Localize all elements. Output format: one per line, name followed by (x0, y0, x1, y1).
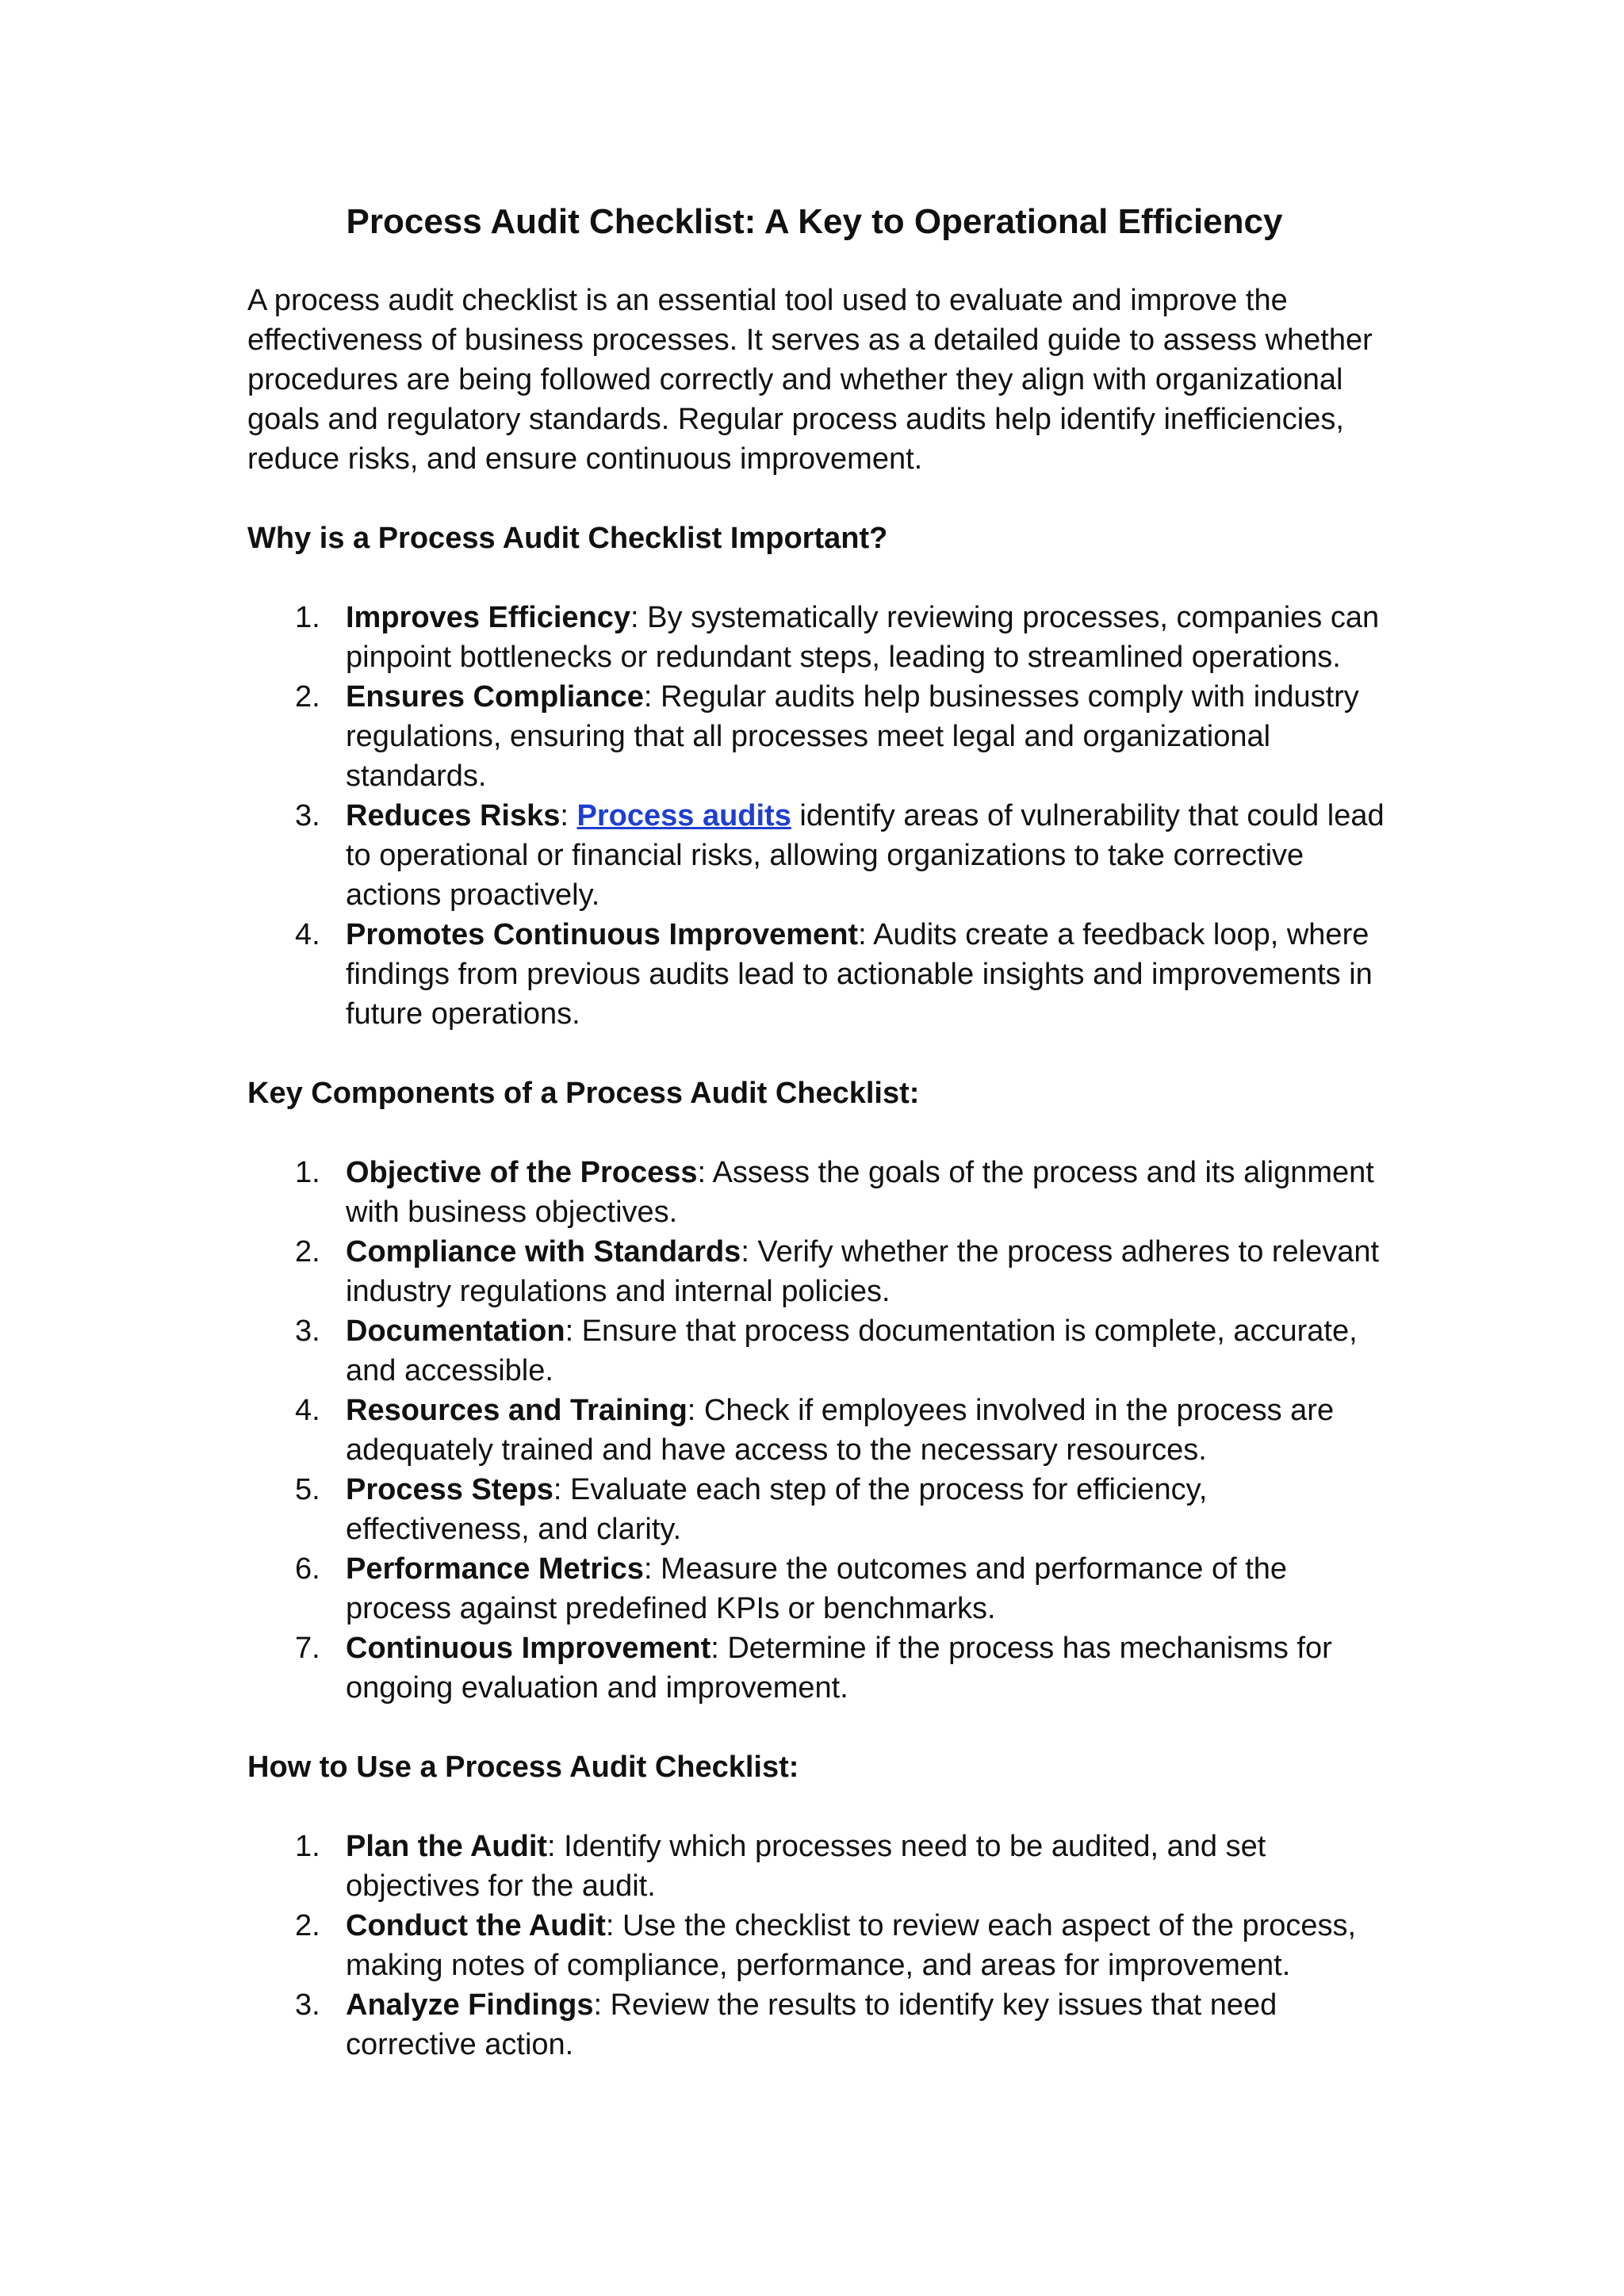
numbered-list (247, 598, 1397, 1034)
item-term: Objective of the Process (346, 1156, 698, 1189)
list-number: 3. (295, 1988, 320, 2022)
list-item (247, 796, 1397, 915)
list-item (247, 1232, 1397, 1311)
list-item (247, 1628, 1397, 1708)
item-term: Compliance with Standards (346, 1235, 741, 1269)
process-audits-link[interactable]: Process audits (576, 799, 791, 832)
list-item (247, 1549, 1397, 1628)
list-item (247, 1985, 1397, 2064)
section-heading: How to Use a Process Audit Checklist: (247, 1751, 799, 1784)
numbered-list (247, 1153, 1397, 1708)
item-text: : Use the checklist to review each aspect of the process, making notes of compliance, performance, and areas for improvement. (346, 1909, 1357, 1982)
list-number: 3. (295, 1314, 320, 1348)
item-text: : Audits create a feedback loop, where findings from previous audits lead to actionable insights and improvements in future operations. (346, 918, 1373, 1031)
item-term: Analyze Findings (346, 1988, 594, 2022)
intro-paragraph: A process audit checklist is an essential tool used to evaluate and improve the effectiveness of business processes. It serves as a detailed guide to assess whether procedures are being followed correctly and whether they align with organizational goals and regulatory standards. Regular process audits help identify inefficiencies, reduce risks, and ensure continuous improvement. (247, 284, 1373, 476)
item-term: Performance Metrics (346, 1552, 644, 1586)
list-number: 4. (295, 918, 320, 951)
list-item (247, 1906, 1397, 1985)
section-heading: Key Components of a Process Audit Checklist: (247, 1077, 920, 1110)
item-text: : Assess the goals of the process and its alignment with business objectives. (346, 1156, 1374, 1229)
list-number: 5. (295, 1473, 320, 1506)
item-text: : Check if employees involved in the process are adequately trained and have access to the necessary resources. (346, 1394, 1335, 1467)
item-text: : By systematically reviewing processes, companies can pinpoint bottlenecks or redundant steps, leading to streamlined operations. (346, 601, 1380, 674)
item-term: Reduces Risks (346, 799, 561, 832)
page-title: Process Audit Checklist: A Key to Operational Efficiency (346, 202, 1283, 241)
list-item (247, 1153, 1397, 1232)
item-separator: : (560, 799, 577, 832)
list-number: 1. (295, 1156, 320, 1189)
item-term: Promotes Continuous Improvement (346, 918, 859, 951)
item-term: Ensures Compliance (346, 680, 644, 714)
list-item (247, 1470, 1397, 1549)
item-term: Continuous Improvement (346, 1632, 711, 1665)
item-text: : Regular audits help businesses comply with industry regulations, ensuring that all processes meet legal and organizational standards. (346, 680, 1359, 793)
section-how-to-use (247, 1747, 1397, 2064)
section-key-components (247, 1073, 1397, 1708)
item-text: : Identify which processes need to be audited, and set objectives for the audit. (346, 1830, 1266, 1903)
item-text: : Determine if the process has mechanisms for ongoing evaluation and improvement. (346, 1632, 1332, 1705)
item-text: : Review the results to identify key issues that need corrective action. (346, 1988, 1277, 2061)
list-number: 6. (295, 1552, 320, 1586)
item-term: Plan the Audit (346, 1830, 548, 1863)
list-item (247, 677, 1397, 796)
item-text: : Ensure that process documentation is complete, accurate, and accessible. (346, 1314, 1358, 1387)
item-text: : Evaluate each step of the process for efficiency, effectiveness, and clarity. (346, 1473, 1208, 1546)
section-heading: Why is a Process Audit Checklist Important? (247, 522, 888, 555)
list-number: 2. (295, 680, 320, 714)
list-number: 2. (295, 1909, 320, 1942)
numbered-list (247, 1827, 1397, 2064)
list-number: 2. (295, 1235, 320, 1269)
document-page (247, 198, 1397, 2104)
section-why-important (247, 519, 1397, 1034)
item-text: : Measure the outcomes and performance of the process against predefined KPIs or benchmarks. (346, 1552, 1288, 1625)
item-text: : Verify whether the process adheres to relevant industry regulations and internal policies. (346, 1235, 1380, 1308)
list-item (247, 1311, 1397, 1391)
list-number: 7. (295, 1632, 320, 1665)
list-item (247, 915, 1397, 1034)
list-number: 3. (295, 799, 320, 832)
item-term: Process Steps (346, 1473, 553, 1506)
list-number: 1. (295, 1830, 320, 1863)
item-term: Documentation (346, 1314, 565, 1348)
list-item (247, 598, 1397, 677)
list-item (247, 1827, 1397, 1906)
list-item (247, 1391, 1397, 1470)
item-term: Conduct the Audit (346, 1909, 606, 1942)
item-term: Resources and Training (346, 1394, 688, 1427)
item-text: identify areas of vulnerability that could lead to operational or financial risks, allowing organizations to take corrective actions proactively. (346, 799, 1385, 912)
list-number: 4. (295, 1394, 320, 1427)
list-number: 1. (295, 601, 320, 634)
item-term: Improves Efficiency (346, 601, 631, 634)
